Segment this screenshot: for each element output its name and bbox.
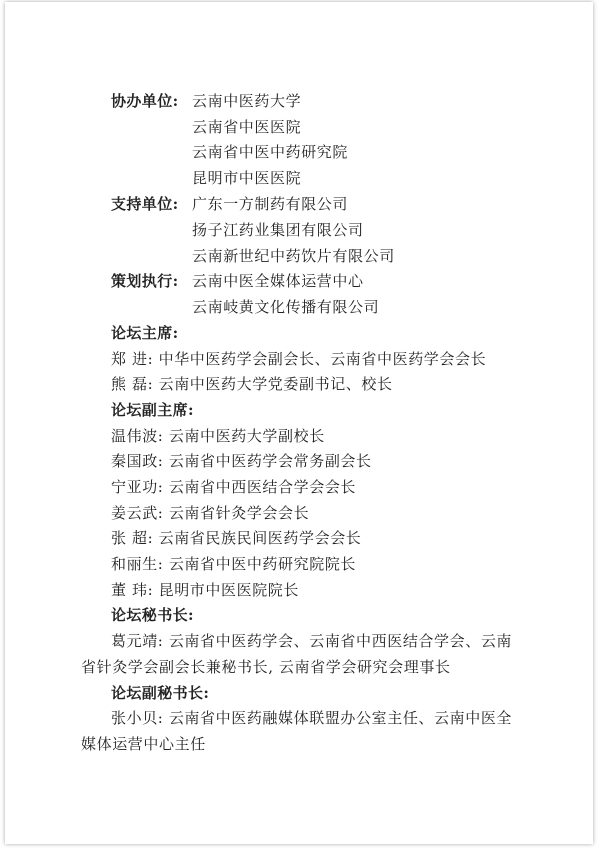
secretary-general-text: 葛元靖: 云南省中医药学会、云南省中西医结合学会、云南 [111, 632, 513, 650]
chair-person: 熊 磊: 云南中医药大学党委副书记、校长 [111, 375, 393, 393]
co-organizer-item: 云南中医药大学 [192, 92, 302, 110]
vice-chair-person: 董 玮: 昆明市中医医院院长 [111, 581, 299, 599]
deputy-secretary-text: 张小贝: 云南省中医药融媒体联盟办公室主任、云南中医全 [111, 709, 513, 727]
chairs-heading: 论坛主席: [111, 324, 179, 342]
document-page [5, 2, 593, 844]
supporter-item: 云南新世纪中药饮片有限公司 [192, 247, 395, 265]
supporters-label: 支持单位: [111, 195, 179, 213]
co-organizer-item: 昆明市中医医院 [192, 169, 302, 187]
secretary-general-heading: 论坛秘书长: [111, 606, 194, 624]
execution-item: 云南中医全媒体运营中心 [192, 272, 364, 290]
vice-chair-person: 张 超: 云南省民族民间医药学会会长 [111, 529, 362, 547]
supporter-item: 扬子江药业集团有限公司 [192, 221, 364, 239]
execution-label: 策划执行: [111, 272, 179, 290]
secretary-general-text: 省针灸学会副会长兼秘书长, 云南省学会研究会理事长 [81, 658, 451, 676]
deputy-secretary-text: 媒体运营中心主任 [81, 735, 206, 753]
vice-chairs-heading: 论坛副主席: [111, 401, 194, 419]
chair-person: 郑 进: 中华中医药学会副会长、云南省中医药学会会长 [111, 350, 487, 368]
co-organizer-item: 云南省中医医院 [192, 118, 302, 136]
vice-chair-person: 秦国政: 云南省中医药学会常务副会长 [111, 452, 372, 470]
co-organizer-item: 云南省中医中药研究院 [192, 143, 349, 161]
vice-chair-person: 和丽生: 云南省中医中药研究院院长 [111, 555, 357, 573]
vice-chair-person: 姜云武: 云南省针灸学会会长 [111, 504, 310, 522]
co-organizers-label: 协办单位: [111, 92, 179, 110]
vice-chair-person: 温伟波: 云南中医药大学副校长 [111, 427, 325, 445]
deputy-secretary-heading: 论坛副秘书长: [111, 684, 210, 702]
supporter-item: 广东一方制药有限公司 [192, 195, 349, 213]
execution-item: 云南岐黄文化传播有限公司 [192, 298, 380, 316]
vice-chair-person: 宁亚功: 云南省中西医结合学会会长 [111, 478, 357, 496]
